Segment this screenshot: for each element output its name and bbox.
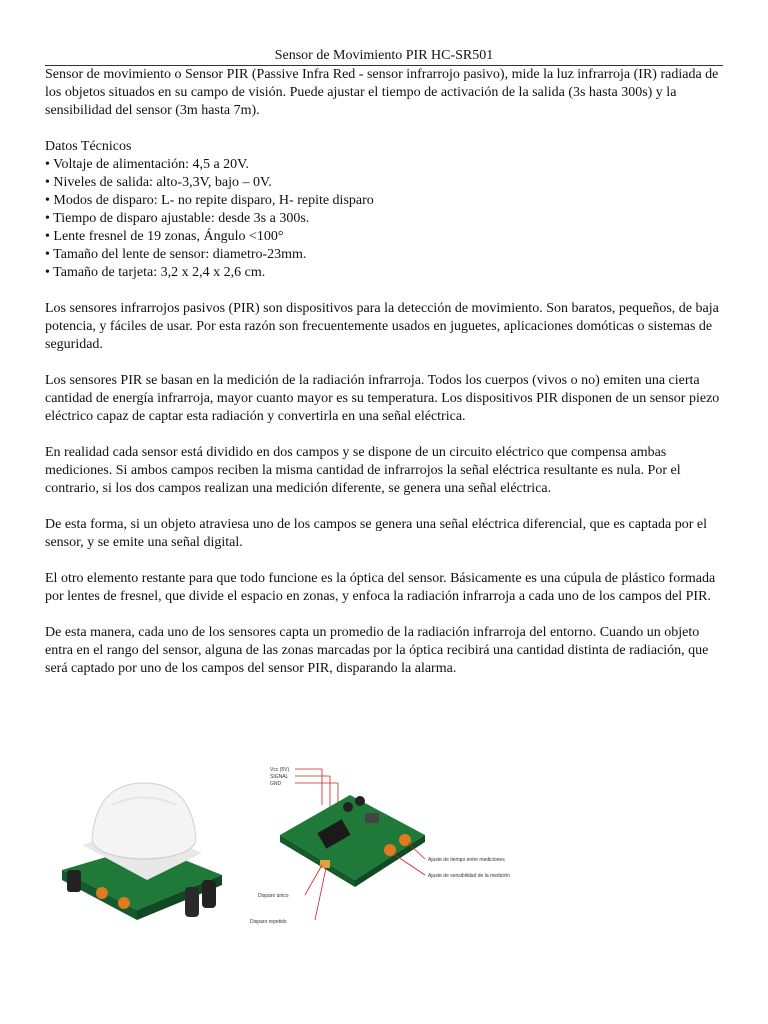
intro-paragraph: Sensor de movimiento o Sensor PIR (Passive Infra Red - sensor infrarrojo pasivo), mide la luz infrarroja (IR) radiada de los objetos situados en su campo de visión. Puede ajustar el tiempo de activación de la salida (3s hasta 300s) y la sensibilidad del sensor (3m hasta 7m). xyxy=(45,67,719,118)
spec-item: • Voltaje de alimentación: 4,5 a 20V. xyxy=(45,156,723,174)
spec-item: • Tamaño de tarjeta: 3,2 x 2,4 x 2,6 cm. xyxy=(45,264,723,282)
pin-labels xyxy=(270,767,290,787)
pin-gnd-label: GND xyxy=(270,781,282,787)
spec-item: • Tiempo de disparo ajustable: desde 3s a 300s. xyxy=(45,210,723,228)
specs-list xyxy=(45,156,723,282)
pcb-annotated-diagram xyxy=(240,755,510,935)
body-paragraph: Los sensores infrarrojos pasivos (PIR) son dispositivos para la detección de movimiento. Son baratos, pequeños, de baja potencia, y fáciles de usar. Por esta razón son frecuentemente usados en juguetes, aplicaciones domóticas o sistemas de seguridad. xyxy=(45,301,719,352)
spec-item: • Modos de disparo: L- no repite disparo, H- repite disparo xyxy=(45,192,723,210)
figures-row xyxy=(0,755,768,955)
spec-item: • Niveles de salida: alto-3,3V, bajo – 0V. xyxy=(45,174,723,192)
pin-vcc-label: Vcc (5V) xyxy=(270,767,290,773)
time-adjust-label: Ajuste de tiempo entre mediciones xyxy=(428,857,505,863)
document-title: Sensor de Movimiento PIR HC-SR501 xyxy=(45,47,723,66)
single-trigger-label: Disparo único xyxy=(258,893,289,899)
body-paragraph: De esta manera, cada uno de los sensores capta un promedio de la radiación infrarroja del entorno. Cuando un objeto entra en el rango del sensor, alguna de las zonas marcadas por la óptica recibirá una cantidad distinta de radiación, que será captado por uno de los campos del sensor PIR, disparando la alarma. xyxy=(45,625,709,676)
body-paragraph: Los sensores PIR se basan en la medición de la radiación infrarroja. Todos los cuerpos (vivos o no) emiten una cierta cantidad de energía infrarroja, mayor cuanto mayor es su temperatura. Los dispositivos PIR disponen de un sensor piezo eléctrico capaz de captar esta radiación y convertirla en una señal eléctrica. xyxy=(45,373,720,424)
body-paragraph: De esta forma, si un objeto atraviesa uno de los campos se genera una señal eléctrica diferencial, que es captada por el sensor, y se emite una señal digital. xyxy=(45,517,707,550)
repeat-trigger-label: Disparo repetido xyxy=(250,919,287,925)
body-paragraph: El otro elemento restante para que todo funcione es la óptica del sensor. Básicamente es una cúpula de plástico formada por lentes de fresnel, que divide el espacio en zonas, y enfoca la radiación infrarroja a cada uno de los campos del PIR. xyxy=(45,571,716,604)
specs-heading: Datos Técnicos xyxy=(45,139,132,154)
sensitivity-adjust-label: Ajuste de sensibilidad de la medición xyxy=(428,873,510,879)
document-page xyxy=(45,0,723,696)
body-paragraph: En realidad cada sensor está dividido en dos campos y se dispone de un circuito eléctrico que compensa ambas mediciones. Si ambos campos reciben la misma cantidad de infrarrojos la señal eléctrica resultante es nula. Por el contrario, si los dos campos realizan una medición diferente, se genera una señal eléctrica. xyxy=(45,445,681,496)
document-body xyxy=(45,66,723,678)
pir-sensor-photo xyxy=(52,775,232,945)
spec-item: • Lente fresnel de 19 zonas, Ángulo <100° xyxy=(45,228,723,246)
pin-signal-label: SIGNAL xyxy=(270,774,289,780)
spec-item: • Tamaño del lente de sensor: diametro-23mm. xyxy=(45,246,723,264)
